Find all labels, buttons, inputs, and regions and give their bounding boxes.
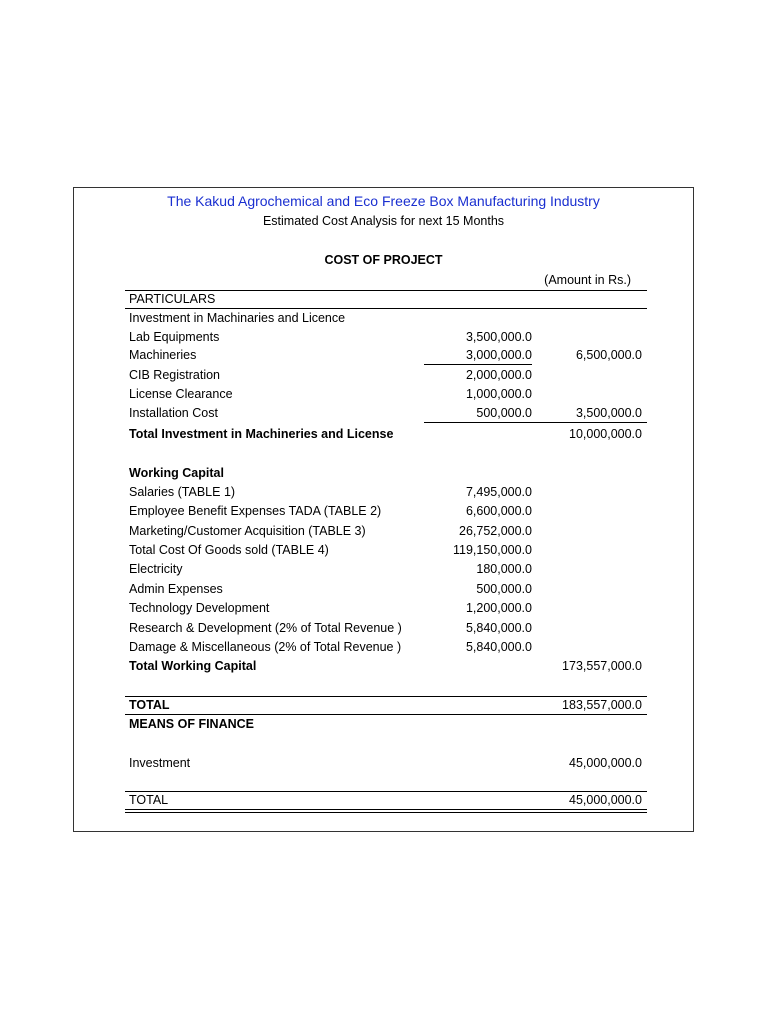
- row-amount: 1,200,000.0: [465, 601, 532, 615]
- row-amount: 500,000.0: [476, 406, 532, 420]
- table-row: [129, 638, 647, 657]
- row-label: Technology Development: [129, 601, 270, 615]
- grand-total-label: TOTAL: [129, 698, 170, 712]
- table-row: [129, 599, 647, 618]
- row-amount: 500,000.0: [476, 582, 532, 596]
- finance-total-value: 45,000,000.0: [569, 793, 642, 807]
- row-label: CIB Registration: [129, 368, 221, 382]
- working-capital-label: Working Capital: [129, 466, 224, 480]
- row-amount: 180,000.0: [476, 562, 532, 576]
- row-amount: 6,600,000.0: [465, 504, 532, 518]
- row-label: Lab Equipments: [129, 330, 220, 344]
- means-of-finance-label: MEANS OF FINANCE: [129, 717, 254, 731]
- finance-total-row: [129, 791, 647, 810]
- total-label: Total Working Capital: [129, 659, 257, 673]
- row-label: Admin Expenses: [129, 582, 223, 596]
- divider-line: [424, 364, 532, 365]
- row-amount: 7,495,000.0: [465, 485, 532, 499]
- row-amount: 3,000,000.0: [465, 348, 532, 362]
- investment-row: [129, 754, 647, 773]
- investment-label: Investment: [129, 756, 191, 770]
- row-label: Employee Benefit Expenses TADA (TABLE 2): [129, 504, 382, 518]
- section-label-row: [129, 309, 647, 328]
- row-amount: 5,840,000.0: [465, 640, 532, 654]
- row-amount: 3,500,000.0: [465, 330, 532, 344]
- table-row: [129, 580, 647, 599]
- row-amount: 26,752,000.0: [459, 524, 532, 538]
- total-label: Total Investment in Machineries and License: [129, 427, 394, 441]
- grand-total-value: 183,557,000.0: [562, 698, 642, 712]
- table-row: [129, 541, 647, 560]
- divider-line: [125, 809, 647, 810]
- row-label: Research & Development (2% of Total Revenue ): [129, 621, 402, 635]
- row-amount: 2,000,000.0: [465, 368, 532, 382]
- row-label: Salaries (TABLE 1): [129, 485, 236, 499]
- divider-line: [424, 422, 647, 423]
- row-label: Machineries: [129, 348, 197, 362]
- table-row: [129, 522, 647, 541]
- row-label: Total Cost Of Goods sold (TABLE 4): [129, 543, 329, 557]
- document-title: The Kakud Agrochemical and Eco Freeze Box Manufacturing Industry: [167, 193, 600, 209]
- row-label: Marketing/Customer Acquisition (TABLE 3): [129, 524, 366, 538]
- table-row: [129, 346, 647, 365]
- working-capital-heading-row: [129, 464, 647, 483]
- total-value: 10,000,000.0: [569, 427, 642, 441]
- row-label: Installation Cost: [129, 406, 218, 420]
- table-row: [129, 560, 647, 579]
- particulars-header-row: [129, 290, 647, 309]
- row-label: Damage & Miscellaneous (2% of Total Revenue ): [129, 640, 402, 654]
- table-row: [129, 328, 647, 347]
- grand-total-row: [129, 696, 647, 715]
- row-amount: 5,840,000.0: [465, 621, 532, 635]
- row-label: Electricity: [129, 562, 183, 576]
- total-value: 173,557,000.0: [562, 659, 642, 673]
- row-label: License Clearance: [129, 387, 233, 401]
- table-row: [129, 619, 647, 638]
- document-subtitle: Estimated Cost Analysis for next 15 Months: [262, 214, 505, 228]
- table-row: [129, 502, 647, 521]
- finance-total-label: TOTAL: [129, 793, 169, 807]
- amount-unit-note: (Amount in Rs.): [544, 273, 631, 287]
- means-of-finance-row: [129, 715, 647, 734]
- table-row: [129, 385, 647, 404]
- divider-line: [125, 812, 647, 813]
- row-subtotal: 3,500,000.0: [575, 406, 642, 420]
- working-capital-total-row: [129, 657, 647, 676]
- table-row: [129, 366, 647, 385]
- particulars-label: PARTICULARS: [129, 292, 216, 306]
- investment-value: 45,000,000.0: [569, 756, 642, 770]
- table-row: [129, 404, 647, 423]
- row-subtotal: 6,500,000.0: [575, 348, 642, 362]
- cost-sheet: [73, 187, 694, 832]
- table-row: [129, 483, 647, 502]
- machinery-section-label: Investment in Machinaries and Licence: [129, 311, 346, 325]
- row-amount: 119,150,000.0: [452, 543, 532, 557]
- section-heading: COST OF PROJECT: [324, 253, 443, 267]
- row-amount: 1,000,000.0: [465, 387, 532, 401]
- machinery-total-row: [129, 425, 647, 444]
